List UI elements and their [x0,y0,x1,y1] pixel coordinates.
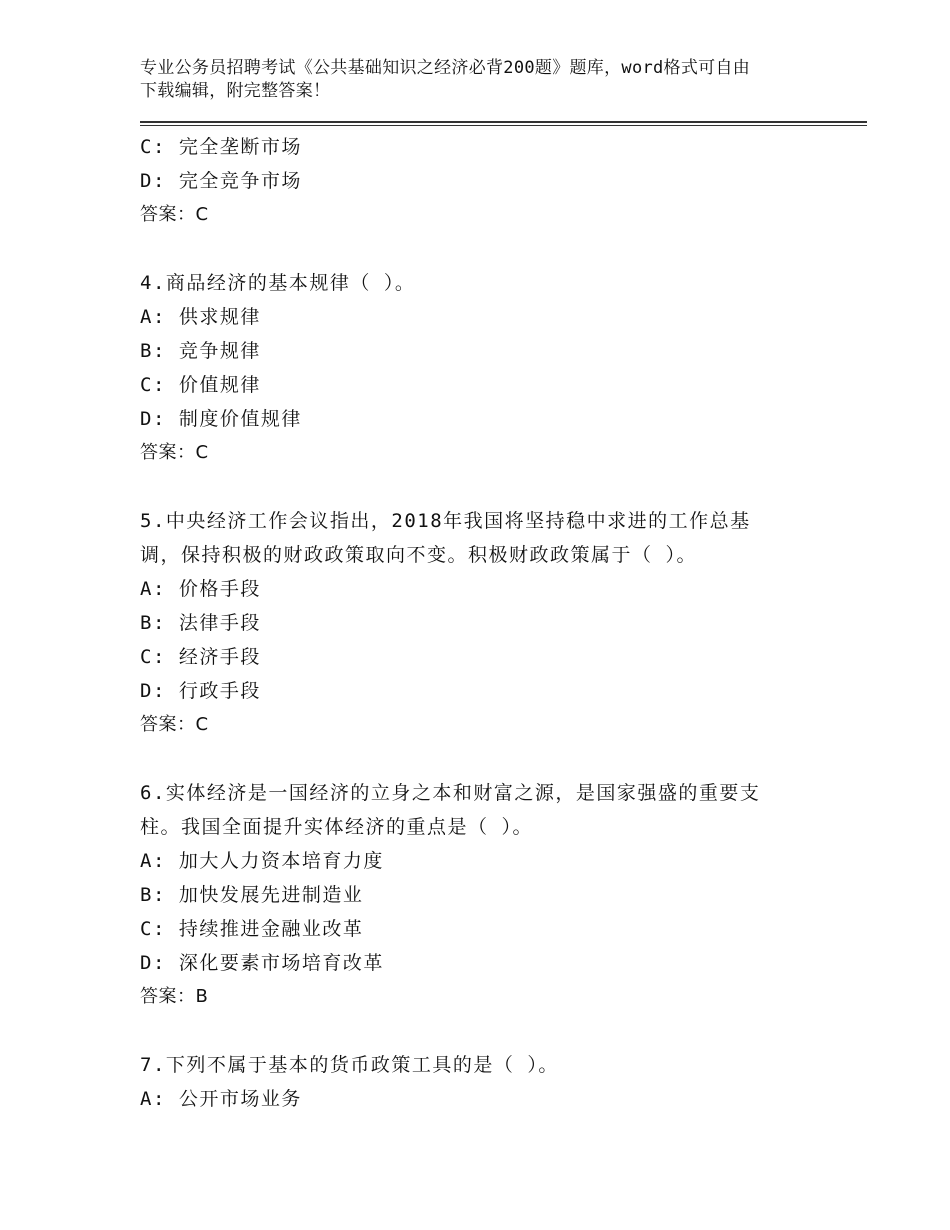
question-4 [140,266,820,470]
question-6 [140,776,820,1014]
question-7 [140,1048,820,1116]
header-line-2: 下载编辑，附完整答案！ [140,81,331,101]
question-stem: 7.下列不属于基本的货币政策工具的是（ ）。 [140,1054,559,1076]
option-d: D: 深化要素市场培育改革 [140,952,384,974]
question-list [140,130,820,1116]
option-c: C: 经济手段 [140,646,261,668]
question-stem-line-1: 5.中央经济工作会议指出，2018年我国将坚持稳中求进的工作总基 [140,510,751,532]
answer-label: 答案：C [140,204,209,225]
option-d: D: 制度价值规律 [140,408,302,430]
option-a: A: 公开市场业务 [140,1088,302,1110]
option-a: A: 价格手段 [140,578,261,600]
answer-label: 答案：B [140,986,209,1007]
option-d: D: 完全竞争市场 [140,170,302,192]
option-d: D: 行政手段 [140,680,261,702]
option-c: C: 持续推进金融业改革 [140,918,364,940]
option-b: B: 加快发展先进制造业 [140,884,364,906]
question-3 [140,130,820,232]
header-line-1: 专业公务员招聘考试《公共基础知识之经济必背200题》题库，word格式可自由 [140,58,751,78]
question-stem-line-2: 柱。我国全面提升实体经济的重点是（ ）。 [140,816,533,838]
answer-label: 答案：C [140,442,209,463]
question-stem-line-2: 调，保持积极的财政政策取向不变。积极财政政策属于（ ）。 [140,544,697,566]
option-b: B: 法律手段 [140,612,261,634]
question-5 [140,504,820,742]
header-divider [140,121,867,123]
option-c: C: 价值规律 [140,374,261,396]
question-stem-line-1: 6.实体经济是一国经济的立身之本和财富之源，是国家强盛的重要支 [140,782,761,804]
document-header [140,57,820,103]
option-a: A: 加大人力资本培育力度 [140,850,384,872]
answer-label: 答案：C [140,714,209,735]
option-b: B: 竞争规律 [140,340,261,362]
option-c: C: 完全垄断市场 [140,136,302,158]
option-a: A: 供求规律 [140,306,261,328]
question-stem: 4.商品经济的基本规律（ ）。 [140,272,416,294]
header-divider-thin [140,125,867,126]
